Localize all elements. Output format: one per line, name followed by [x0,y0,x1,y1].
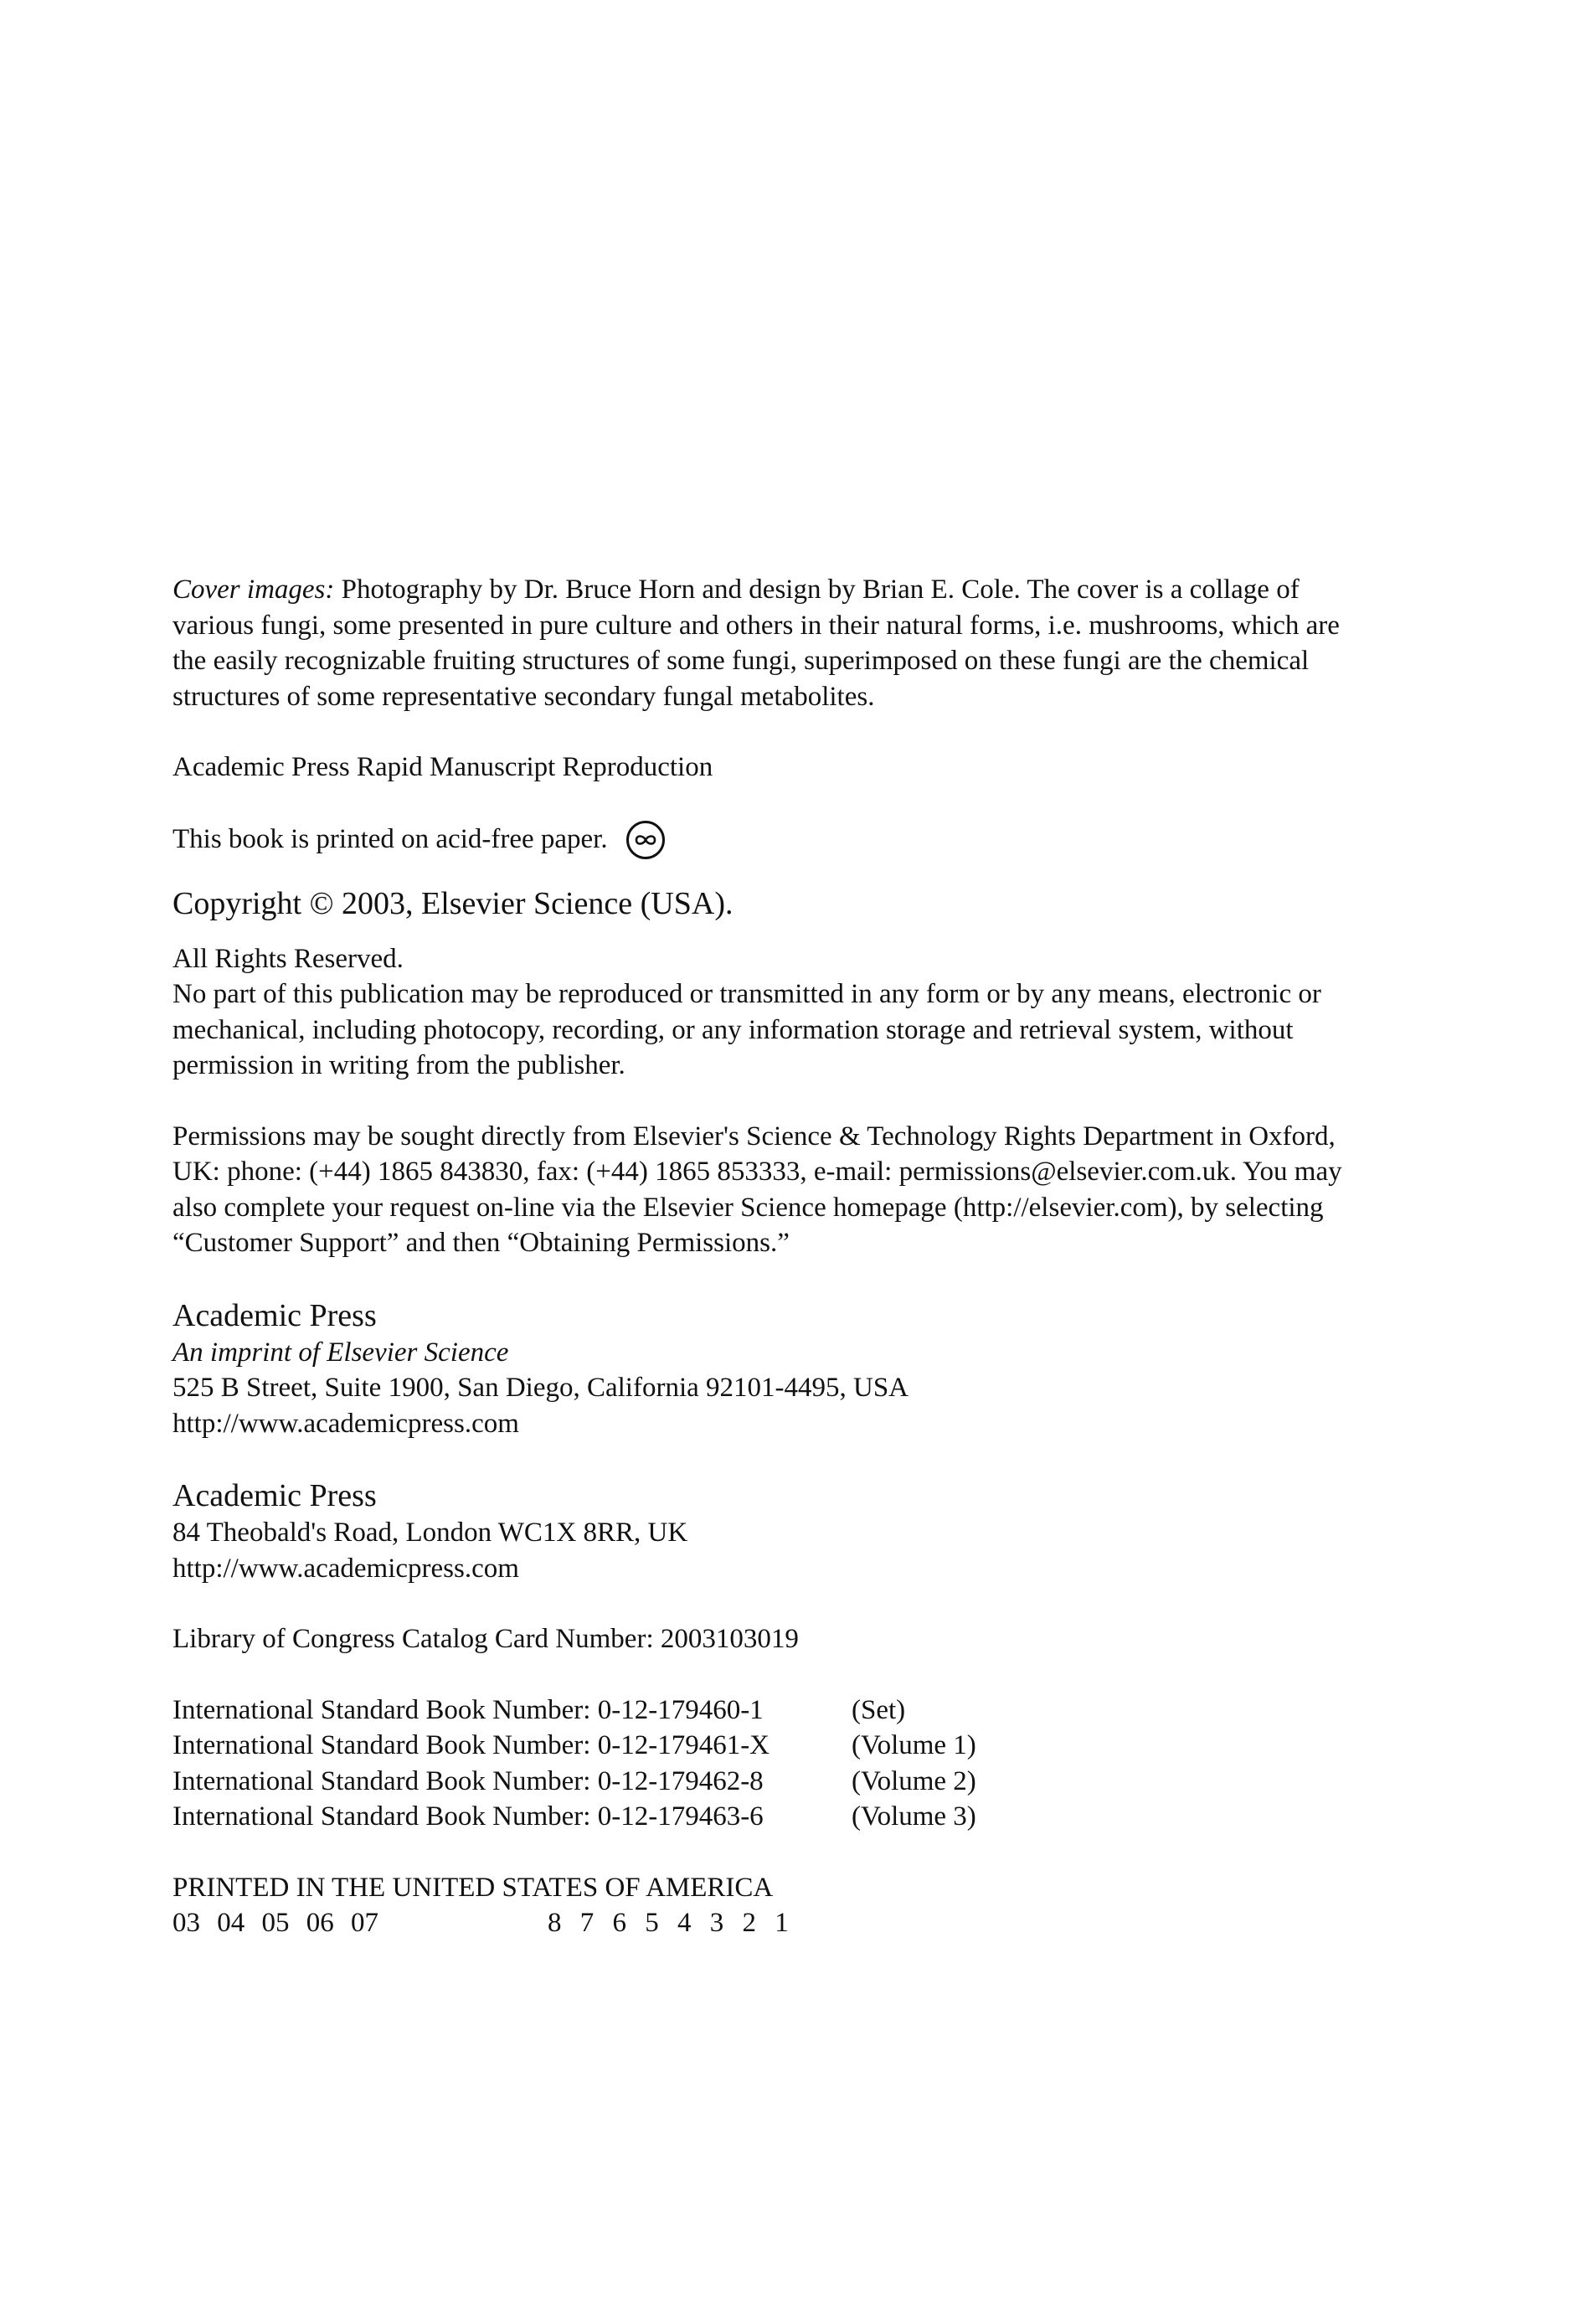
isbn-text: International Standard Book Number: 0-12-179462-8 [172,1765,764,1796]
isbn-note: (Volume 2) [852,1765,976,1796]
permissions-text: Permissions may be sought directly from Elsevier's Science & Technology Rights Department in Oxford, UK: phone: (+44) 1865 843830, fax: (+44) 1865 853333, e-mail: permissions@elsevier.com.uk. You may also complete your request on-line via the Elsevier Science homepage (http://elsevier.com), by selecting “Customer Support” and then “Obtaining Permissions.” [172,1121,1342,1258]
isbn-row [172,1728,1345,1764]
publisher-uk [172,1476,1345,1586]
cover-credit [172,572,1345,714]
cover-label: Cover images: [172,575,335,605]
publisher-us [172,1296,1345,1442]
isbn-text: International Standard Book Number: 0-12-179463-6 [172,1801,764,1832]
loc-number: Library of Congress Catalog Card Number: 2003103019 [172,1624,799,1654]
isbn-text: International Standard Book Number: 0-12-179460-1 [172,1694,764,1725]
publisher-uk-name: Academic Press [172,1478,377,1513]
isbn-row [172,1764,1345,1800]
isbn-row [172,1799,1345,1835]
print-line [172,1905,1345,1941]
isbn-note: (Set) [852,1694,906,1725]
print-years: 03 04 05 06 07 [172,1908,378,1938]
isbn-row [172,1693,1345,1729]
acid-free-line [172,821,1345,859]
isbn-note: (Volume 1) [852,1730,976,1760]
rights-reserved: All Rights Reserved. [172,943,404,974]
printed-label: PRINTED IN THE UNITED STATES OF AMERICA [172,1872,774,1903]
publisher-us-url: http://www.academicpress.com [172,1408,519,1439]
infinity-icon [626,821,665,859]
acid-free-text: This book is printed on acid-free paper. [172,824,608,855]
publisher-uk-url: http://www.academicpress.com [172,1553,519,1584]
publisher-us-address: 525 B Street, Suite 1900, San Diego, California 92101-4495, USA [172,1373,909,1403]
publisher-uk-address: 84 Theobald's Road, London WC1X 8RR, UK [172,1518,688,1548]
cover-text: Photography by Dr. Bruce Horn and design by Brian E. Cole. The cover is a collage of various fungi, some presented in pure culture and others in their natural forms, i.e. mushrooms, which are the easily recognizable fruiting structures of some fungi, superimposed on these fungi are the chemical structures of some representative secondary fungal metabolites. [172,575,1340,712]
print-numbers: 8 7 6 5 4 3 2 1 [548,1908,789,1938]
isbn-note: (Volume 3) [852,1801,976,1832]
isbn-text: International Standard Book Number: 0-12-179461-X [172,1730,770,1760]
reproduction-line: Academic Press Rapid Manuscript Reproduction [172,752,713,782]
isbn-list [172,1693,1345,1835]
rights-text: No part of this publication may be reproduced or transmitted in any form or by any means, electronic or mechanical, including photocopy, recording, or any information storage and retrieval system, without permission in writing from the publisher. [172,979,1321,1080]
publisher-us-imprint: An imprint of Elsevier Science [172,1337,509,1368]
page-content [172,572,1345,1941]
copyright-line: Copyright © 2003, Elsevier Science (USA). [172,885,734,921]
publisher-us-name: Academic Press [172,1297,377,1333]
